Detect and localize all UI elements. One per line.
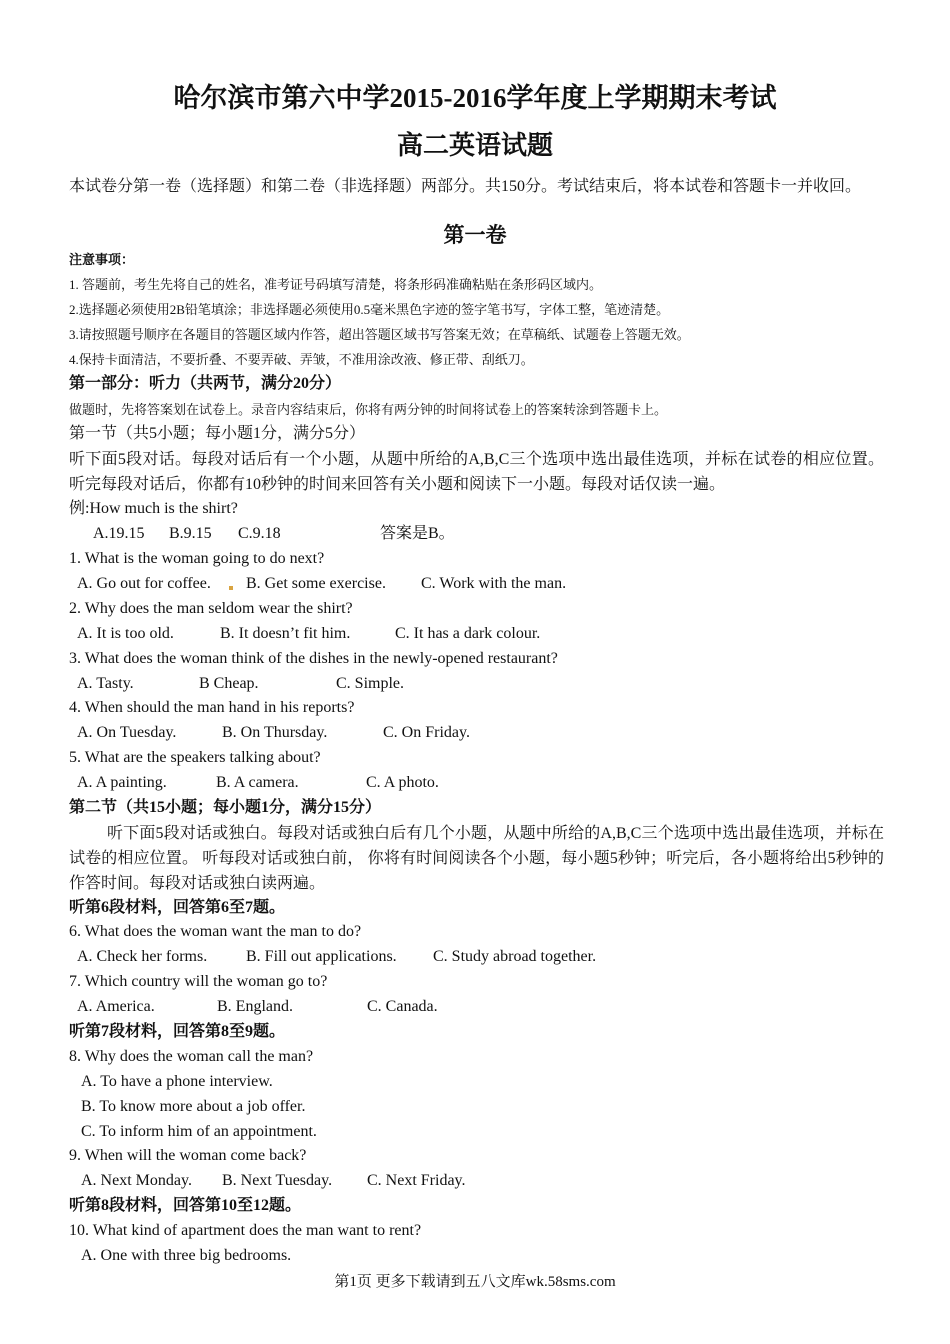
q2-option-a: A. It is too old. (77, 625, 174, 642)
page-footer: 第1页 更多下载请到五八文库wk.58sms.com (334, 1274, 616, 1290)
q5-option-b: B. A camera. (216, 774, 299, 791)
q6-option-c: C. Study abroad together. (433, 948, 597, 965)
stray-dot (229, 586, 233, 590)
note-item: 1. 答题前，考生先将自己的姓名，准考证号码填写清楚，将条形码准确粘贴在条形码区域内。 (69, 277, 603, 292)
q4-option-b: B. On Thursday. (222, 724, 328, 741)
exam-intro: 本试卷分第一卷（选择题）和第二卷（非选择题）两部分。共150分。考试结束后，将本试卷和答题卡一并收回。 (69, 178, 862, 195)
section1-directions: 听下面5段对话。每段对话后有一个小题，从题中所给的A,B,C三个选项中选出最佳选项，并标在试卷的相应位置。听完每段对话后，你都有10秒钟的时间来回答有关小题和阅读下一小题。每段对话仅读一遍。 (69, 451, 884, 493)
section2-directions: 听下面5段对话或独白。每段对话或独白后有几个小题，从题中所给的A,B,C三个选项中选出最佳选项，并标在试卷的相应位置。 听每段对话或独白前， 你将有时间阅读各个小题，每小题5秒钟；听完后，各小题将给出5秒钟的作答时间。每段对话或独白读两遍。 (69, 825, 884, 892)
question-4: 4. When should the man hand in his reports? (69, 699, 355, 716)
example-option-b: B.9.15 (169, 525, 212, 542)
q5-option-a: A. A painting. (77, 774, 167, 791)
q6-option-a: A. Check her forms. (77, 948, 208, 965)
q6-option-b: B. Fill out applications. (246, 948, 397, 965)
note-item: 2.选择题必须使用2B铅笔填涂；非选择题必须使用0.5毫米黑色字迹的签字笔书写，字体工整，笔迹清楚。 (69, 302, 670, 317)
question-9: 9. When will the woman come back? (69, 1147, 307, 1164)
question-6: 6. What does the woman want the man to do? (69, 923, 362, 940)
material-7-heading: 听第7段材料，回答第8至9题。 (69, 1023, 286, 1040)
part1-instruction: 做题时，先将答案划在试卷上。录音内容结束后，你将有两分钟的时间将试卷上的答案转涂到答题卡上。 (69, 402, 668, 417)
volume-heading: 第一卷 (443, 223, 507, 247)
question-7: 7. Which country will the woman go to? (69, 973, 328, 990)
exam-title: 哈尔滨市第六中学2015-2016学年度上学期期末考试 (173, 83, 777, 113)
question-3: 3. What does the woman think of the dishes in the newly-opened restaurant? (69, 650, 558, 667)
example-option-a: A.19.15 (93, 525, 145, 542)
q8-option-a: A. To have a phone interview. (81, 1073, 273, 1090)
note-item: 4.保持卡面清洁，不要折叠、不要弄破、弄皱，不准用涂改液、修正带、刮纸刀。 (69, 352, 534, 367)
example-question: 例:How much is the shirt? (69, 500, 238, 517)
material-8-heading: 听第8段材料，回答第10至12题。 (69, 1197, 302, 1214)
notes-heading: 注意事项： (69, 252, 135, 267)
material-6-heading: 听第6段材料，回答第6至7题。 (69, 899, 286, 916)
section2-heading: 第二节（共15小题；每小题1分，满分15分） (69, 799, 382, 816)
q7-option-c: C. Canada. (367, 998, 438, 1015)
q1-option-b: B. Get some exercise. (246, 575, 386, 592)
q10-option-a: A. One with three big bedrooms. (81, 1247, 292, 1264)
q9-option-b: B. Next Tuesday. (222, 1172, 333, 1189)
q4-option-a: A. On Tuesday. (77, 724, 177, 741)
q9-option-c: C. Next Friday. (367, 1172, 466, 1189)
question-1: 1. What is the woman going to do next? (69, 550, 325, 567)
q8-option-b: B. To know more about a job offer. (81, 1098, 306, 1115)
section1-heading: 第一节（共5小题；每小题1分，满分5分） (69, 425, 366, 442)
example-answer: 答案是B。 (380, 525, 455, 542)
q4-option-c: C. On Friday. (383, 724, 470, 741)
q1-option-a: A. Go out for coffee. (77, 575, 211, 592)
question-5: 5. What are the speakers talking about? (69, 749, 321, 766)
q8-option-c: C. To inform him of an appointment. (81, 1123, 317, 1140)
q2-option-b: B. It doesn’t fit him. (220, 625, 351, 642)
q3-option-b: B Cheap. (199, 675, 259, 692)
q1-option-c: C. Work with the man. (421, 575, 567, 592)
note-item: 3.请按照题号顺序在各题目的答题区域内作答，超出答题区域书写答案无效；在草稿纸、试题卷上答题无效。 (69, 327, 690, 342)
q7-option-b: B. England. (217, 998, 293, 1015)
part1-heading: 第一部分：听力（共两节，满分20分） (69, 375, 342, 392)
q3-option-a: A. Tasty. (77, 675, 134, 692)
exam-subtitle: 高二英语试题 (396, 131, 553, 160)
q9-option-a: A. Next Monday. (81, 1172, 192, 1189)
q2-option-c: C. It has a dark colour. (395, 625, 541, 642)
question-8: 8. Why does the woman call the man? (69, 1048, 314, 1065)
question-10: 10. What kind of apartment does the man want to rent? (69, 1222, 422, 1239)
q3-option-c: C. Simple. (336, 675, 405, 692)
q5-option-c: C. A photo. (366, 774, 439, 791)
example-option-c: C.9.18 (238, 525, 281, 542)
question-2: 2. Why does the man seldom wear the shirt? (69, 600, 353, 617)
q7-option-a: A. America. (77, 998, 155, 1015)
